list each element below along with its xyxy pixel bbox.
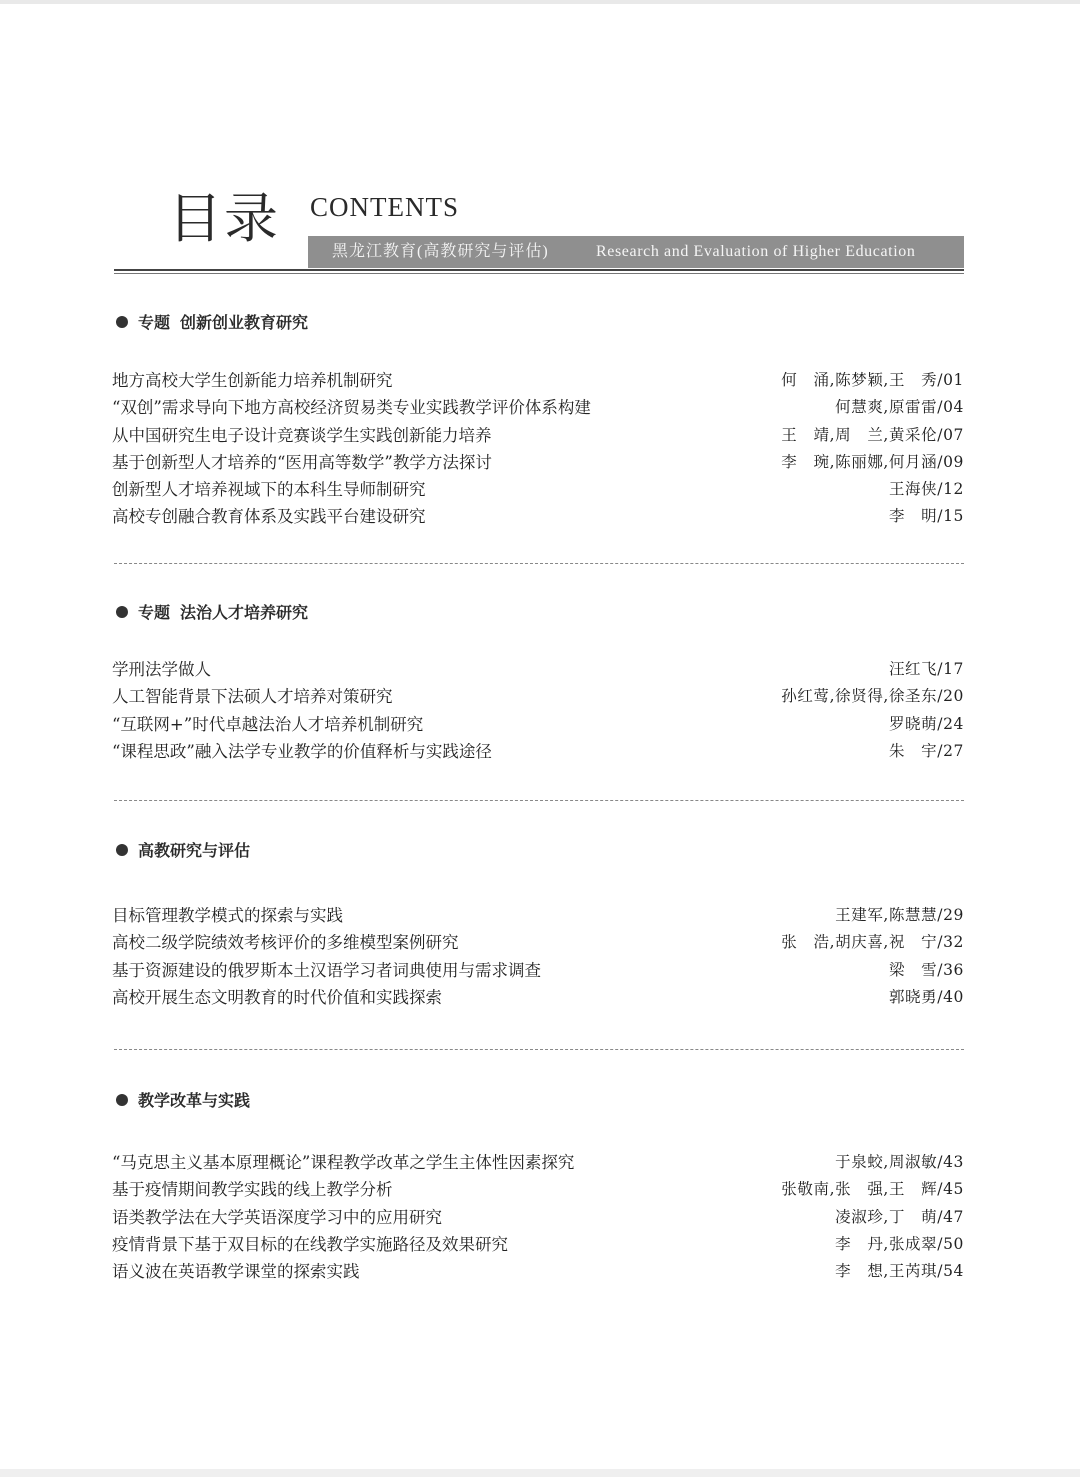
toc-entry[interactable]	[112, 1231, 964, 1258]
section-label: 专题	[138, 313, 171, 332]
section-heading	[116, 838, 250, 864]
toc-entry[interactable]	[112, 902, 964, 929]
entry-authors-page: 汪红飞/17	[888, 660, 964, 678]
entry-title: 高校二级学院绩效考核评价的多维模型案例研究	[112, 933, 459, 953]
entry-authors-page: 郭晓勇/40	[888, 987, 964, 1006]
section-topic: 创新创业教育研究	[180, 313, 309, 332]
entry-authors-page: 王建军,陈慧慧/29	[835, 906, 964, 924]
entry-authors-page: 王 靖,周 兰,黄采伦/07	[781, 425, 964, 444]
entry-authors-page: 李 琬,陈丽娜,何月涵/09	[781, 452, 964, 471]
section-heading	[116, 310, 308, 336]
toc-entry[interactable]	[112, 367, 964, 394]
entry-authors-page: 张敬南,张 强,王 辉/45	[781, 1180, 964, 1199]
section-topic: 高教研究与评估	[138, 841, 251, 860]
entry-title: 从中国研究生电子设计竞赛谈学生实践创新能力培养	[112, 425, 492, 445]
header-rule	[114, 269, 964, 271]
toc-entry[interactable]	[112, 1258, 964, 1285]
entry-title: 人工智能背景下法硕人才培养对策研究	[112, 687, 393, 707]
toc-entry[interactable]	[112, 476, 964, 503]
entry-authors-page: 李 想,王芮琪/54	[835, 1262, 964, 1281]
section-topic: 教学改革与实践	[138, 1091, 251, 1110]
toc-entry[interactable]	[112, 422, 964, 449]
bullet-icon	[116, 1094, 128, 1106]
contents-title-cn: 目录	[168, 187, 280, 250]
toc-entry[interactable]	[112, 984, 964, 1011]
section-entries	[112, 1149, 964, 1285]
bullet-icon	[116, 606, 128, 618]
page-edge-top	[0, 0, 1080, 4]
entry-authors-page: 何慧爽,原雷雷/04	[835, 398, 964, 417]
section-entries	[112, 902, 964, 1011]
page-edge-bottom	[0, 1469, 1080, 1477]
entry-title: 创新型人才培养视域下的本科生导师制研究	[112, 480, 426, 500]
header-rule-thin	[114, 273, 964, 274]
toc-entry[interactable]	[112, 1176, 964, 1203]
toc-entry[interactable]	[112, 503, 964, 530]
entry-authors-page: 罗晓萌/24	[888, 714, 964, 733]
entry-title: “互联网+”时代卓越法治人才培养机制研究	[112, 714, 424, 734]
entry-title: 高校开展生态文明教育的时代价值和实践探索	[112, 987, 442, 1007]
section-entries	[112, 367, 964, 531]
toc-entry[interactable]	[112, 1149, 964, 1176]
toc-entry[interactable]	[112, 656, 964, 683]
toc-entry[interactable]	[112, 957, 964, 984]
entry-title: 基于资源建设的俄罗斯本土汉语学习者词典使用与需求调查	[112, 960, 541, 980]
entry-title: 目标管理教学模式的探索与实践	[112, 906, 343, 925]
entry-title: 疫情背景下基于双目标的在线教学实施路径及效果研究	[112, 1234, 508, 1254]
entry-title: 学刑法学做人	[112, 660, 211, 679]
section-divider	[114, 563, 964, 564]
journal-name-cn: 黑龙江教育(高教研究与评估)	[332, 243, 549, 260]
entry-authors-page: 孙红莺,徐贤得,徐圣东/20	[781, 687, 964, 706]
entry-title: 基于疫情期间教学实践的线上教学分析	[112, 1180, 393, 1200]
entry-authors-page: 何 涌,陈梦颖,王 秀/01	[781, 371, 964, 389]
entry-authors-page: 凌淑珍,丁 萌/47	[835, 1207, 964, 1226]
section-heading	[116, 1088, 250, 1114]
toc-entry[interactable]	[112, 449, 964, 476]
section-label: 专题	[138, 603, 171, 622]
entry-title: 地方高校大学生创新能力培养机制研究	[112, 371, 393, 390]
entry-title: 语类教学法在大学英语深度学习中的应用研究	[112, 1207, 442, 1227]
entry-title: “课程思政”融入法学专业教学的价值释析与实践途径	[112, 741, 492, 761]
journal-banner	[308, 236, 964, 268]
contents-title-en: CONTENTS	[310, 192, 459, 222]
toc-entry[interactable]	[112, 711, 964, 738]
section-divider	[114, 1049, 964, 1050]
section-heading	[116, 600, 308, 626]
entry-title: “马克思主义基本原理概论”课程教学改革之学生主体性因素探究	[112, 1153, 575, 1172]
bullet-icon	[116, 844, 128, 856]
section-divider	[114, 800, 964, 801]
entry-title: 语义波在英语教学课堂的探索实践	[112, 1262, 360, 1282]
entry-authors-page: 于泉蛟,周淑敏/43	[835, 1153, 964, 1171]
entry-title: “双创”需求导向下地方高校经济贸易类专业实践教学评价体系构建	[112, 398, 591, 418]
bullet-icon	[116, 316, 128, 328]
toc-entry[interactable]	[112, 738, 964, 765]
journal-name-en: Research and Evaluation of Higher Education	[596, 243, 916, 260]
toc-entry[interactable]	[112, 394, 964, 421]
entry-title: 高校专创融合教育体系及实践平台建设研究	[112, 507, 426, 527]
entry-authors-page: 梁 雪/36	[888, 960, 964, 979]
entry-authors-page: 李 丹,张成翠/50	[835, 1234, 964, 1253]
entry-authors-page: 朱 宇/27	[888, 741, 964, 760]
toc-entry[interactable]	[112, 1204, 964, 1231]
toc-entry[interactable]	[112, 929, 964, 956]
entry-title: 基于创新型人才培养的“医用高等数学”教学方法探讨	[112, 452, 492, 472]
section-entries	[112, 656, 964, 765]
toc-entry[interactable]	[112, 683, 964, 710]
entry-authors-page: 李 明/15	[888, 507, 964, 526]
entry-authors-page: 张 浩,胡庆喜,祝 宁/32	[781, 933, 964, 952]
entry-authors-page: 王海侠/12	[888, 480, 964, 499]
section-topic: 法治人才培养研究	[180, 603, 309, 622]
